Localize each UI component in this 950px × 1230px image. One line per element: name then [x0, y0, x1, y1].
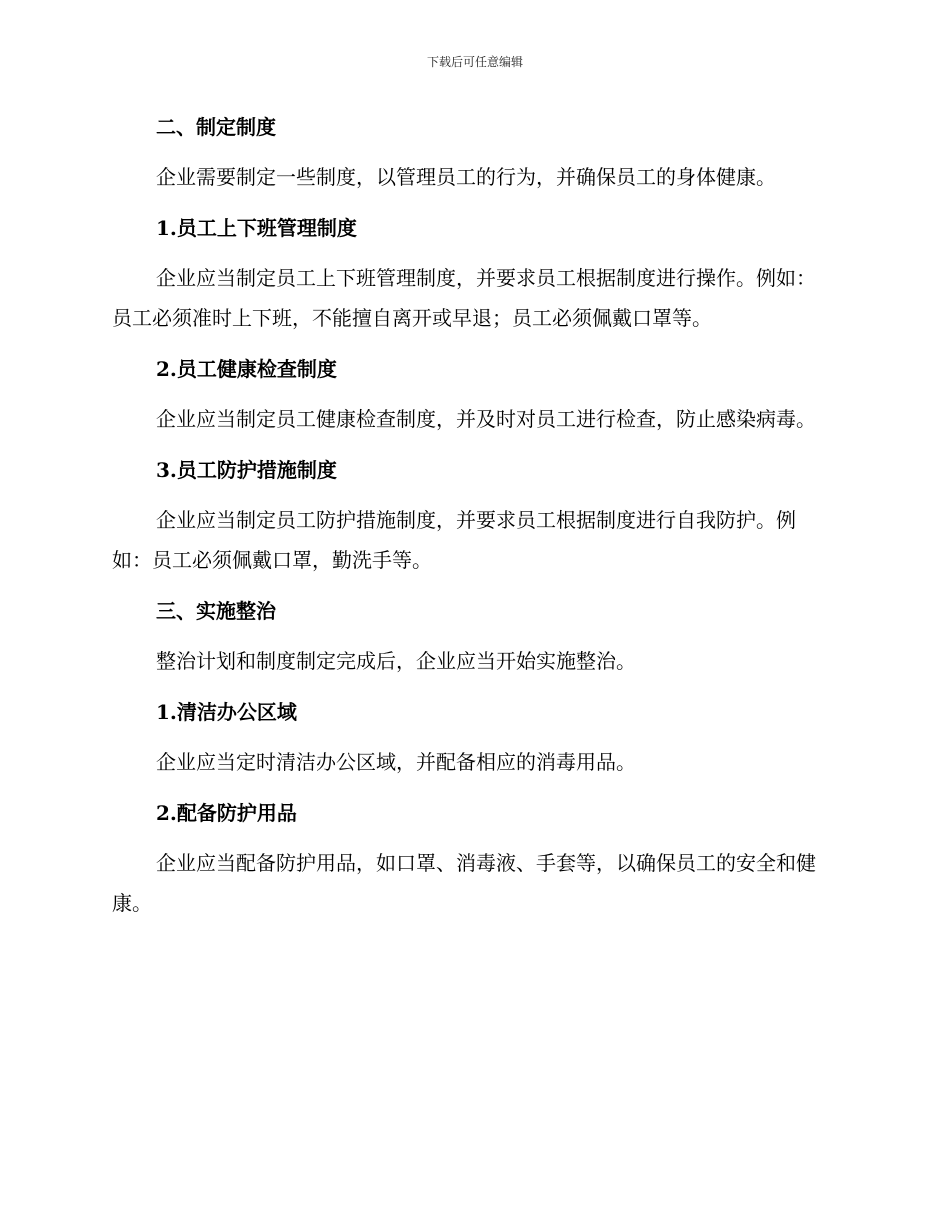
paragraph-rectification-intro: 整治计划和制度制定完成后，企业应当开始实施整治。 — [156, 649, 636, 673]
page-header-note: 下载后可任意编辑 — [426, 55, 523, 69]
paragraph-clean-office: 企业应当定时清洁办公区域，并配备相应的消毒用品。 — [156, 750, 636, 774]
paragraph-protection-rules: 企业应当制定员工防护措施制度，并要求员工根据制度进行自我防护。例如：员工必须佩戴口罩，勤洗手等。 — [112, 508, 796, 572]
section-heading-establish-rules: 二、制定制度 — [156, 115, 276, 139]
paragraph-protective-supplies: 企业应当配备防护用品，如口罩、消毒液、手套等，以确保员工的安全和健康。 — [112, 851, 816, 915]
document-body — [112, 112, 830, 923]
subheading-health-check-rules: 2.员工健康检查制度 — [156, 357, 337, 381]
paragraph-commute-rules: 企业应当制定员工上下班管理制度，并要求员工根据制度进行操作。例如：员工必须准时上下班，不能擅自离开或早退；员工必须佩戴口罩等。 — [112, 266, 816, 330]
paragraph-health-check-rules: 企业应当制定员工健康检查制度，并及时对员工进行检查，防止感染病毒。 — [156, 407, 816, 431]
section-heading-implement-rectification: 三、实施整治 — [156, 599, 276, 623]
subheading-protection-rules: 3.员工防护措施制度 — [156, 458, 337, 482]
subheading-clean-office: 1.清洁办公区域 — [156, 700, 297, 724]
paragraph-rules-intro: 企业需要制定一些制度，以管理员工的行为，并确保员工的身体健康。 — [156, 165, 776, 189]
subheading-protective-supplies: 2.配备防护用品 — [156, 801, 297, 825]
subheading-commute-rules: 1.员工上下班管理制度 — [156, 216, 357, 240]
